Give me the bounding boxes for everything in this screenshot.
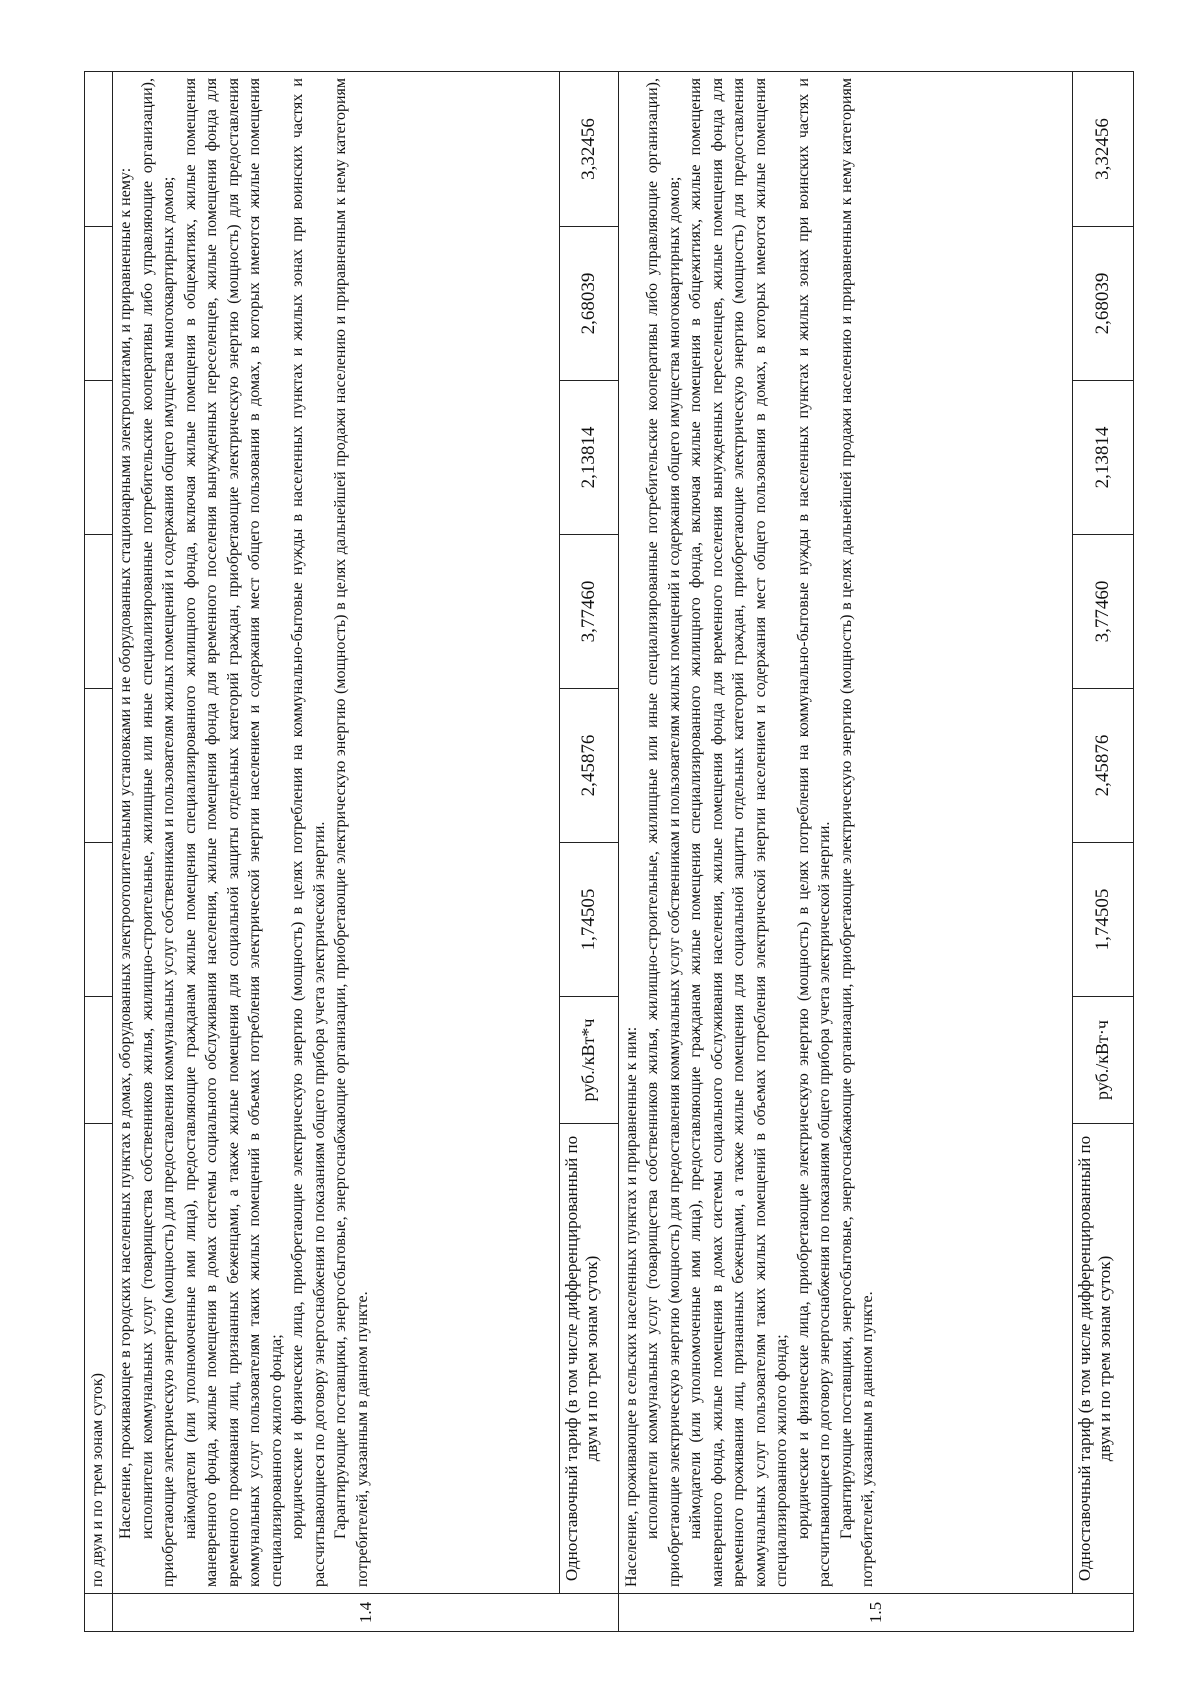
paragraph: Гарантирующие поставщики, энергосбытовые, энергоснабжающие организации, приобретающие электрическую энергию (мощность) в целях дальнейшей продажи населению и приравненным к нему категориям потребителей, указанным в данном пункте. <box>837 78 877 1587</box>
tariff-value: 2,13814 <box>560 381 619 535</box>
paragraph: исполнители коммунальных услуг (товарищества собственников жилья, жилищно-строительные, жилищные или иные специализированные потребительские кооперативы либо управляющие организации), приобретающие электрическую энергию (мощность) для предоставления коммунальных услуг собственникам и пользователям жилых помещений и содержания общего имущества многоквартирных домов; <box>138 78 178 1587</box>
tariff-value: 3,32456 <box>1073 72 1134 227</box>
section-1-5-rate-row <box>1073 72 1134 1632</box>
section-description <box>113 72 560 1594</box>
unit-label: руб./кВт*ч <box>560 997 619 1124</box>
unit-cell <box>85 997 113 1124</box>
tariff-value: 1,74505 <box>560 843 619 997</box>
section-1-5-description-row <box>618 72 1073 1632</box>
tariff-value: 2,68039 <box>560 227 619 381</box>
tariff-value: 3,77460 <box>560 535 619 689</box>
unit-label: руб./кВт·ч <box>1073 997 1134 1124</box>
tariff-value: 3,32456 <box>560 72 619 227</box>
paragraph: исполнители коммунальных услуг (товарищества собственников жилья, жилищно-строительные, жилищные или иные специализированные потребительские кооперативы либо управляющие организации), приобретающие электрическую энергию (мощность) для предоставления коммунальных услуг собственникам и пользователям жилых помещений и содержания общего имущества многоквартирных домов; <box>644 78 683 1587</box>
paragraph: Население, проживающее в городских населенных пунктах в домах, оборудованных электроотопительными установками и не оборудованных стационарными электроплитами, и приравненные к нему: <box>117 167 135 1539</box>
continuation-row <box>85 72 113 1632</box>
tariff-value: 3,77460 <box>1073 535 1134 689</box>
section-number: 1.4 <box>113 1594 618 1632</box>
paragraph: юридические и физические лица, приобретающие электрическую энергию (мощность) в целях потребления на коммунально-бытовые нужды в населенных пунктах и жилых зонах при воинских частях и рассчитывающиеся по договору энергоснабжения по показаниям общего прибора учета электрической энергии. <box>289 78 328 1587</box>
rate-label: Одноставочный тариф (в том числе дифференцированный по двум и по трем зонам суток) <box>560 1124 619 1594</box>
rotated-table-page <box>84 72 1134 1632</box>
section-1-4-rate-row <box>560 72 619 1632</box>
tariff-value: 2,45876 <box>560 689 619 843</box>
tariff-value: 2,45876 <box>1073 689 1134 843</box>
tariff-table <box>84 71 1134 1632</box>
tariff-value: 2,13814 <box>1073 381 1134 535</box>
tariff-value: 1,74505 <box>1073 843 1134 997</box>
paragraph: Население, проживающее в сельских населенных пунктах и приравненные к ним: <box>622 1026 640 1587</box>
tariff-value: 2,68039 <box>1073 227 1134 381</box>
rate-label: Одноставочный тариф (в том числе дифференцированный по двум и по трем зонам суток) <box>1073 1124 1134 1594</box>
paragraph: Гарантирующие поставщики, энергосбытовые, энергоснабжающие организации, приобретающие электрическую энергию (мощность) в целях дальнейшей продажи населению и приравненным к нему категориям потребителей, указанным в данном пункте. <box>332 78 371 1587</box>
number-cell <box>85 1594 113 1632</box>
section-description <box>618 72 1073 1594</box>
section-1-4-description-row <box>113 72 560 1632</box>
paragraph: наймодатели (или уполномоченные ими лица), предоставляющие гражданам жилые помещения специализированного жилищного фонда, включая жилые помещения в общежитиях, жилые помещения маневренного фонда, жилые помещения в домах системы социального обслуживания населения, жилые помещения фонда для временного поселения вынужденных переселенцев, жилые помещения фонда для временного проживания лиц, признанных беженцами, а также жилые помещения для социальной защиты отдельных категорий граждан, приобретающие электрическую энергию (мощность) для предоставления коммунальных услуг пользователям таких жилых помещений в объемах потребления электрической энергии населением и содержания мест общего пользования в домах, в которых имеются жилые помещения специализированного жилого фонда; <box>687 78 791 1587</box>
section-number: 1.5 <box>618 1594 1133 1632</box>
paragraph: наймодатели (или уполномоченные ими лица), предоставляющие гражданам жилые помещения специализированного жилищного фонда, включая жилые помещения в общежитиях, жилые помещения маневренного фонда, жилые помещения в домах системы социального обслуживания населения, жилые помещения фонда для временного поселения вынужденных переселенцев, жилые помещения фонда для временного проживания лиц, признанных беженцами, а также жилые помещения для социальной защиты отдельных категорий граждан, приобретающие электрическую энергию (мощность) для предоставления коммунальных услуг пользователям таких жилых помещений в объемах потребления электрической энергии населением и содержания мест общего пользования в домах, в которых имеются жилые помещения специализированного жилого фонда; <box>181 78 285 1587</box>
paragraph: юридические и физические лица, приобретающие электрическую энергию (мощность) в целях потребления на коммунально-бытовые нужды в населенных пунктах и жилых зонах при воинских частях и рассчитывающиеся по договору энергоснабжения по показаниям общего прибора учета электрической энергии. <box>794 78 834 1587</box>
continuation-text: по двум и по трем зонам суток) <box>85 1124 113 1594</box>
